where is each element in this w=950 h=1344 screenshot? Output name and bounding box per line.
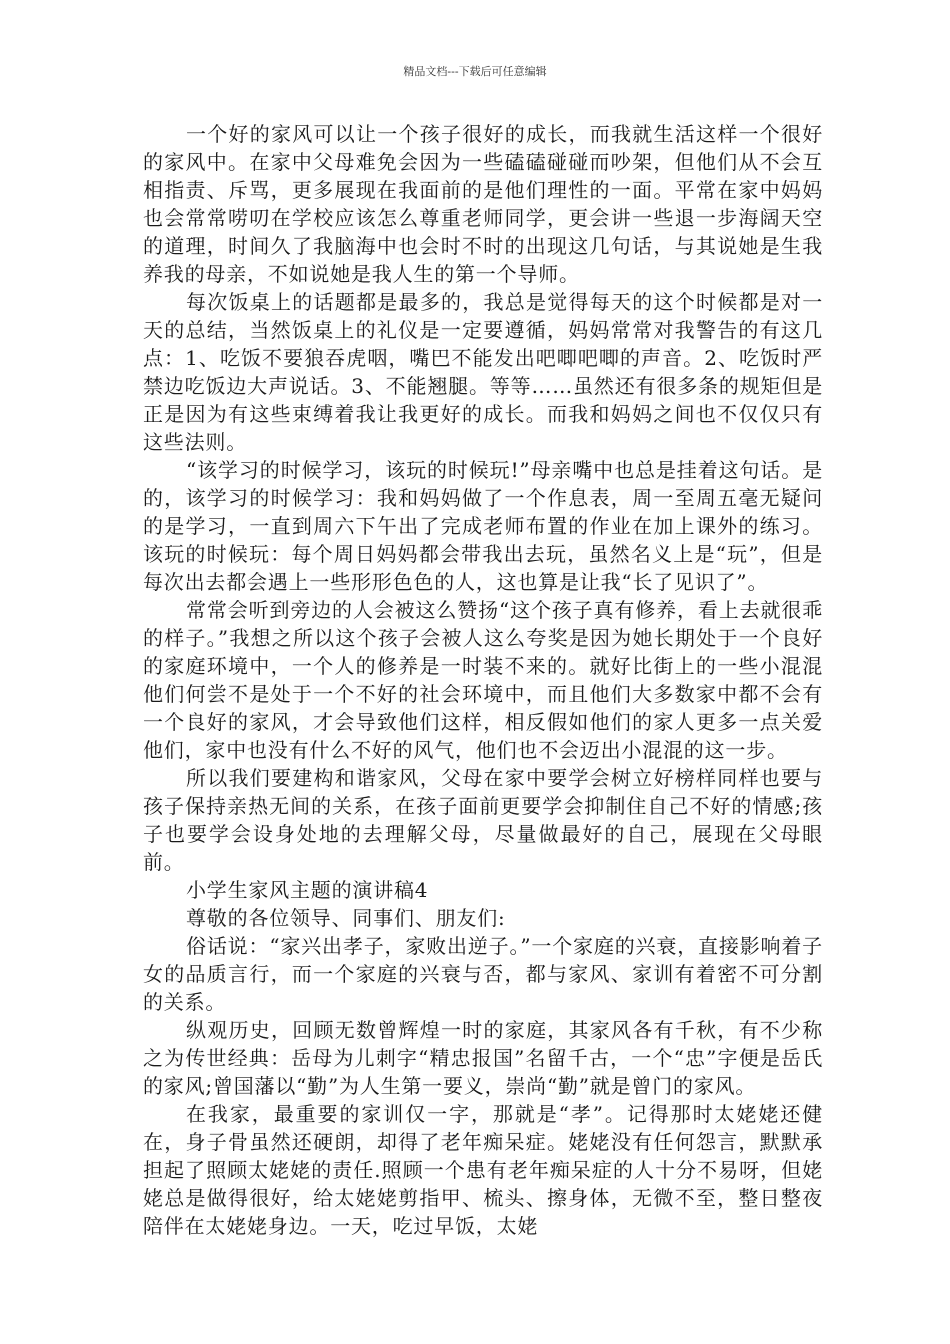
paragraph: “该学习的时候学习，该玩的时候玩!”母亲嘴中也总是挂着这句话。是的，该学习的时候学习：我和妈妈做了一个作息表，周一至周五毫无疑问的是学习，一直到周六下午出了完成老师布置的作业在加上课外的练习。该玩的时候玩：每个周日妈妈都会带我出去玩，虽然名义上是“玩”，但是每次出去都会遇上一些形形色色的人，这也算是让我“长了见识了”。 xyxy=(143,458,823,594)
paragraph: 常常会听到旁边的人会被这么赞扬“这个孩子真有修养，看上去就很乖的样子。”我想之所以这个孩子会被人这么夸奖是因为她长期处于一个良好的家庭环境中，一个人的修养是一时装不来的。就好比街上的一些小混混他们何尝不是处于一个不好的社会环境中，而且他们大多数家中都不会有一个良好的家风，才会导致他们这样，相反假如他们的家人更多一点关爱他们，家中也没有什么不好的风气，他们也不会迈出小混混的这一步。 xyxy=(143,598,823,762)
paragraph: 纵观历史，回顾无数曾辉煌一时的家庭，其家风各有千秋，有不少称之为传世经典：岳母为儿刺字“精忠报国”名留千古，一个“忠”字便是岳氏的家风;曾国藩以“勤”为人生第一要义，崇尚“勤”就是曾门的家风。 xyxy=(143,1018,823,1098)
paragraph: 一个好的家风可以让一个孩子很好的成长，而我就生活这样一个很好的家风中。在家中父母难免会因为一些磕磕碰碰而吵架，但他们从不会互相指责、斥骂，更多展现在我面前的是他们理性的一面。平常在家中妈妈也会常常唠叨在学校应该怎么尊重老师同学，更会讲一些退一步海阔天空的道理，时间久了我脑海中也会时不时的出现这几句话，与其说她是生我养我的母亲，不如说她是我人生的第一个导师。 xyxy=(143,122,823,286)
section-title: 小学生家风主题的演讲稿4 xyxy=(186,878,429,902)
paragraph: 俗话说：“家兴出孝子，家败出逆子。”一个家庭的兴衰，直接影响着子女的品质言行，而一个家庭的兴衰与否，都与家风、家训有着密不可分割的关系。 xyxy=(143,934,823,1014)
paragraph: 在我家，最重要的家训仅一字，那就是“孝”。记得那时太姥姥还健在，身子骨虽然还硬朗，却得了老年痴呆症。姥姥没有任何怨言，默默承担起了照顾太姥姥的责任.照顾一个患有老年痴呆症的人十分不易呀，但姥姥总是做得很好，给太姥姥剪指甲、梳头、擦身体，无微不至，整日整夜陪伴在太姥姥身边。一天，吃过早饭，太姥 xyxy=(143,1102,823,1238)
page-header: 精品文档---下载后可任意编辑 xyxy=(403,65,547,78)
paragraph: 每次饭桌上的话题都是最多的，我总是觉得每天的这个时候都是对一天的总结，当然饭桌上的礼仪是一定要遵循，妈妈常常对我警告的有这几点：1、吃饭不要狼吞虎咽，嘴巴不能发出吧唧吧唧的声音。2、吃饭时严禁边吃饭边大声说话。3、不能翘腿。等等……虽然还有很多条的规矩但是正是因为有这些束缚着我让我更好的成长。而我和妈妈之间也不仅仅只有这些法则。 xyxy=(143,290,823,454)
document-body xyxy=(143,120,823,1240)
paragraph: 所以我们要建构和谐家风，父母在家中要学会树立好榜样同样也要与孩子保持亲热无间的关系，在孩子面前更要学会抑制住自己不好的情感;孩子也要学会设身处地的去理解父母，尽量做最好的自己，展现在父母眼前。 xyxy=(143,766,823,874)
salutation: 尊敬的各位领导、同事们、朋友们: xyxy=(186,906,506,930)
